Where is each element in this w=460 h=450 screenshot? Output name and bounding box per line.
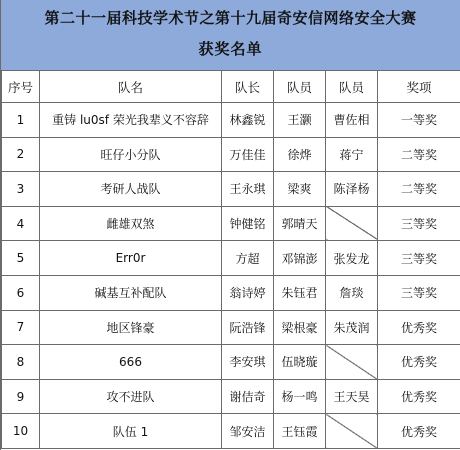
header-captain: 队长	[222, 71, 274, 103]
cell-team: 雌雄双煞	[40, 206, 222, 241]
header-team: 队名	[40, 71, 222, 103]
cell-member-1: 邓锦澎	[274, 241, 326, 276]
cell-no: 1	[2, 103, 40, 138]
cell-member-2: 朱茂润	[326, 310, 378, 345]
table-row	[2, 275, 460, 310]
cell-member-1: 郭晴天	[274, 206, 326, 241]
cell-award: 优秀奖	[378, 414, 460, 449]
cell-member-1: 杨一鸣	[274, 379, 326, 414]
table-row	[2, 241, 460, 276]
cell-team: 攻不进队	[40, 379, 222, 414]
cell-no: 2	[2, 137, 40, 172]
cell-member-2	[326, 345, 378, 380]
table-row	[2, 206, 460, 241]
header-no: 序号	[2, 71, 40, 103]
cell-award: 二等奖	[378, 172, 460, 207]
cell-member-2	[326, 206, 378, 241]
header-row	[2, 71, 460, 103]
cell-member-1: 伍晓璇	[274, 345, 326, 380]
cell-team: 队伍 1	[40, 414, 222, 449]
cell-captain: 万佳佳	[222, 137, 274, 172]
cell-member-2: 张发龙	[326, 241, 378, 276]
cell-captain: 邹安洁	[222, 414, 274, 449]
table-row	[2, 414, 460, 449]
cell-member-1: 王灏	[274, 103, 326, 138]
cell-award: 一等奖	[378, 103, 460, 138]
cell-member-2	[326, 414, 378, 449]
cell-captain: 李安琪	[222, 345, 274, 380]
cell-no: 8	[2, 345, 40, 380]
table-row	[2, 345, 460, 380]
cell-team: 重铸 lu0sf 荣光我辈义不容辞	[40, 103, 222, 138]
cell-no: 6	[2, 275, 40, 310]
cell-captain: 翁诗婷	[222, 275, 274, 310]
page-subtitle: 获奖名单	[198, 40, 263, 58]
cell-member-2: 曹佐相	[326, 103, 378, 138]
cell-captain: 谢佶奇	[222, 379, 274, 414]
table-row	[2, 310, 460, 345]
table-row	[2, 172, 460, 207]
table-row	[2, 103, 460, 138]
table-row	[2, 137, 460, 172]
cell-no: 3	[2, 172, 40, 207]
cell-member-2: 蒋宁	[326, 137, 378, 172]
cell-award: 三等奖	[378, 206, 460, 241]
cell-captain: 王永琪	[222, 172, 274, 207]
cell-award: 优秀奖	[378, 310, 460, 345]
cell-captain: 钟健铭	[222, 206, 274, 241]
cell-no: 4	[2, 206, 40, 241]
cell-captain: 林鑫锐	[222, 103, 274, 138]
cell-member-1: 徐烨	[274, 137, 326, 172]
cell-no: 7	[2, 310, 40, 345]
cell-award: 优秀奖	[378, 345, 460, 380]
cell-award: 二等奖	[378, 137, 460, 172]
cell-team: 考研人战队	[40, 172, 222, 207]
cell-award: 优秀奖	[378, 379, 460, 414]
header-award: 奖项	[378, 71, 460, 103]
cell-team: Err0r	[40, 241, 222, 276]
cell-member-1: 朱钰君	[274, 275, 326, 310]
cell-award: 三等奖	[378, 241, 460, 276]
cell-team: 666	[40, 345, 222, 380]
cell-no: 5	[2, 241, 40, 276]
cell-member-2: 陈泽杨	[326, 172, 378, 207]
cell-captain: 方超	[222, 241, 274, 276]
header-member-1: 队员	[274, 71, 326, 103]
cell-no: 10	[2, 414, 40, 449]
table-row	[2, 379, 460, 414]
cell-team: 地区锋豪	[40, 310, 222, 345]
cell-team: 旺仔小分队	[40, 137, 222, 172]
page-title: 第二十一届科技学术节之第十九届奇安信网络安全大赛	[44, 9, 417, 27]
header-member-2: 队员	[326, 71, 378, 103]
cell-member-1: 梁爽	[274, 172, 326, 207]
cell-no: 9	[2, 379, 40, 414]
cell-award: 三等奖	[378, 275, 460, 310]
cell-member-1: 王钰霞	[274, 414, 326, 449]
cell-captain: 阮浩锋	[222, 310, 274, 345]
awards-table	[1, 70, 460, 449]
cell-member-2: 王天昊	[326, 379, 378, 414]
title-band	[1, 0, 460, 71]
cell-team: 碱基互补配队	[40, 275, 222, 310]
cell-member-1: 梁根豪	[274, 310, 326, 345]
cell-member-2: 詹琰	[326, 275, 378, 310]
